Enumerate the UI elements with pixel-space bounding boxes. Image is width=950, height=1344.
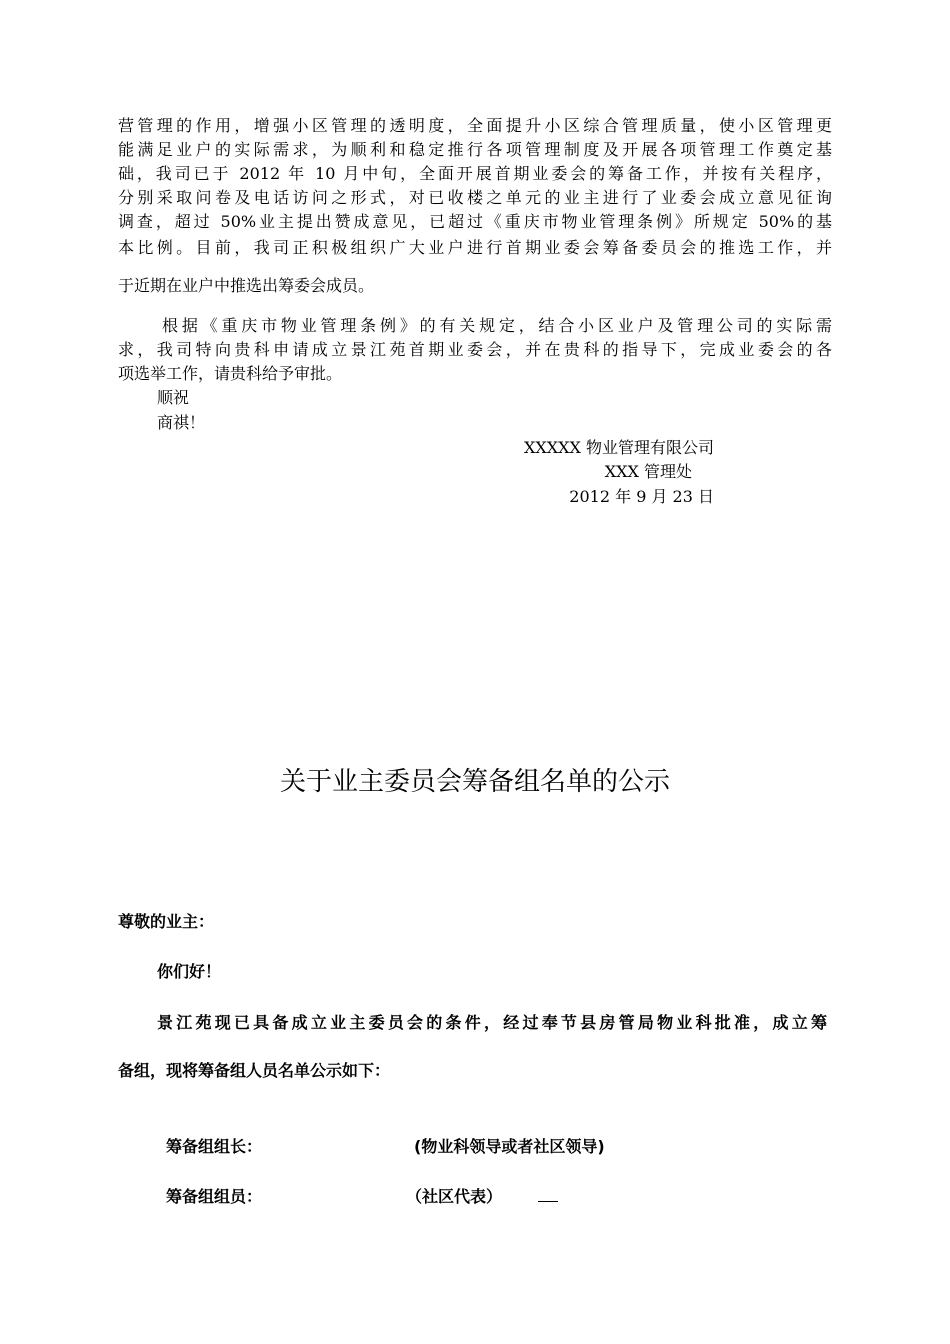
- signature-date: 2012 年 9 月 23 日: [569, 487, 714, 506]
- member-value-row: [406, 1185, 558, 1209]
- letter-paragraph-2-line-3: 项选举工作，请贵科给予审批。: [118, 364, 343, 383]
- letter-paragraph-1-line-3: 础，我司已于 2012 年 10 月中旬，全面开展首期业委会的筹备工作，并按有关程序，: [118, 164, 832, 183]
- letter-paragraph-1-line-1: 营管理的作用，增强小区管理的透明度，全面提升小区综合管理质量，使小区管理更: [118, 116, 832, 135]
- letter-paragraph-1-line-5: 调查，超过 50%业主提出赞成意见，已超过《重庆市物业管理条例》所规定 50%的基: [118, 212, 832, 231]
- letter-paragraph-1-line-4: 分别采取问卷及电话访问之形式，对已收楼之单元的业主进行了业委会成立意见征询: [118, 188, 832, 207]
- closing-wish: 顺祝: [157, 388, 190, 407]
- signature-office: XXX 管理处: [604, 462, 692, 481]
- leader-value: (物业科领导或者社区领导): [414, 1137, 605, 1156]
- notice-greeting: 你们好！: [157, 962, 222, 981]
- leader-label: 筹备组组长：: [166, 1137, 263, 1156]
- notice-body-line-1: 景江苑现已具备成立业主委员会的条件，经过奉节县房管局物业科批准，成立筹: [157, 1013, 827, 1032]
- notice-title: 关于业主委员会筹备组名单的公示: [279, 767, 670, 797]
- letter-paragraph-2-line-2: 求，我司特向贵科申请成立景江苑首期业委会，并在贵科的指导下，完成业委会的各: [118, 340, 832, 359]
- closing-regards: 商祺！: [157, 413, 206, 432]
- notice-salutation: 尊敬的业主：: [118, 912, 215, 931]
- letter-paragraph-1-line-2: 能满足业户的实际需求，为顺利和稳定推行各项管理制度及开展各项管理工作奠定基: [118, 140, 832, 159]
- member-blank-underline: [538, 1185, 558, 1202]
- letter-paragraph-2-line-1: 根据《重庆市物业管理条例》的有关规定，结合小区业户及管理公司的实际需: [162, 316, 832, 335]
- letter-paragraph-1-line-7: 于近期在业户中推选出筹委会成员。: [118, 276, 375, 295]
- member-label: 筹备组组员：: [166, 1187, 263, 1206]
- member-value: （社区代表）: [406, 1187, 503, 1206]
- signature-company: XXXXX 物业管理有限公司: [523, 438, 714, 457]
- letter-paragraph-1-line-6: 本比例。目前，我司正积极组织广大业户进行首期业委会筹备委员会的推选工作，并: [118, 238, 832, 257]
- notice-body-line-2: 备组，现将筹备组人员名单公示如下：: [118, 1061, 391, 1080]
